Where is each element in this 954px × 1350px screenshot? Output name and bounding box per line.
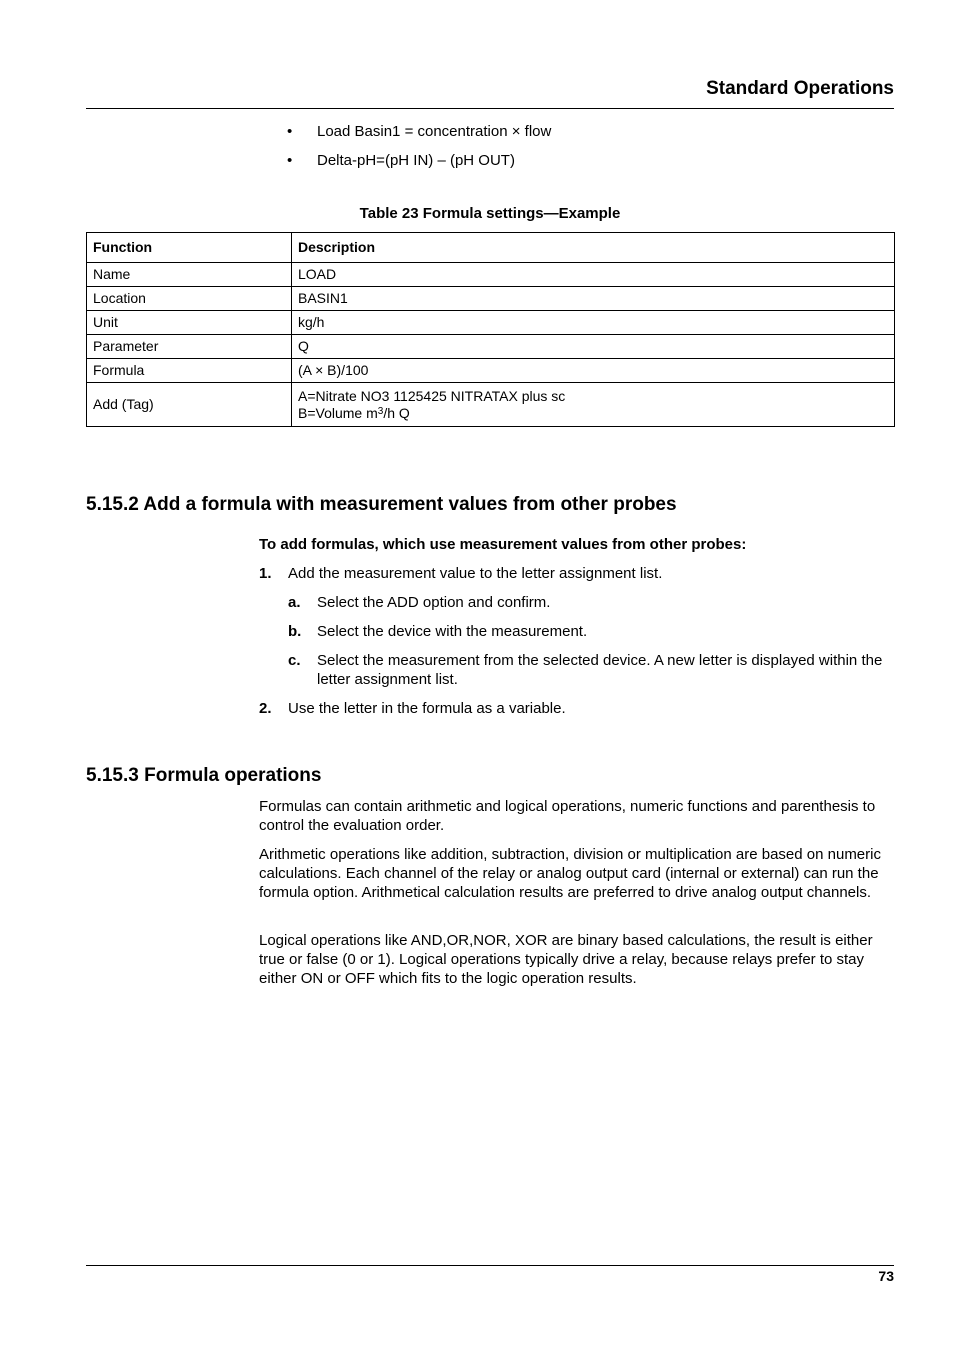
tag-line-b (298, 405, 888, 422)
bullet-item: Delta-pH=(pH IN) – (pH OUT) (317, 152, 515, 169)
step-number: 1. (259, 565, 272, 582)
table-caption: Table 23 Formula settings—Example (359, 205, 621, 222)
page-number: 73 (878, 1268, 894, 1284)
table-row (87, 287, 895, 311)
table-cell-description: (A × B)/100 (292, 359, 895, 383)
substep-text: Select the measurement from the selected device. A new letter is displayed within the letter assignment list. (317, 652, 883, 688)
table-cell-function: Location (87, 287, 292, 311)
table-cell-function: Name (87, 263, 292, 287)
substep-letter: c. (288, 652, 301, 669)
table-cell-function: Parameter (87, 335, 292, 359)
paragraph: Arithmetic operations like addition, subtraction, division or multiplication are based on numeric calculations. Each channel of the relay or analog output card (internal or external) can run the formula option. Arithmetical calculation results are preferred to drive analog output channels. (259, 846, 881, 901)
step-number: 2. (259, 700, 272, 717)
step-text: Use the letter in the formula as a variable. (288, 700, 566, 717)
substep-text: Select the ADD option and confirm. (317, 594, 551, 611)
table-cell-description: LOAD (292, 263, 895, 287)
substep-letter: b. (288, 623, 302, 640)
table-row (87, 335, 895, 359)
step-text: Add the measurement value to the letter assignment list. (288, 565, 663, 582)
superscript-3: 3 (377, 405, 384, 417)
table-header-row (87, 233, 895, 263)
footer-rule (86, 1265, 894, 1266)
section-heading-5-15-2: 5.15.2 Add a formula with measurement values from other probes (86, 494, 677, 515)
table-row (87, 311, 895, 335)
section-heading-5-15-3: 5.15.3 Formula operations (86, 765, 322, 786)
table-row (87, 359, 895, 383)
table-cell-function: Formula (87, 359, 292, 383)
paragraph: Logical operations like AND,OR,NOR, XOR are binary based calculations, the result is either true or false (0 or 1). Logical operations typically drive a relay, because relays prefer to stay either ON or OFF which fits to the logic operation results. (259, 932, 873, 987)
procedure-lead: To add formulas, which use measurement values from other probes: (259, 536, 747, 553)
column-header-description: Description (292, 233, 895, 263)
tag-line-a: A=Nitrate NO3 1125425 NITRATAX plus sc (298, 387, 566, 404)
table-cell-description (292, 383, 895, 427)
tag-line-b-suffix: /h Q (383, 404, 410, 421)
table-cell-description: kg/h (292, 311, 895, 335)
page-header-title: Standard Operations (706, 78, 894, 99)
bullet-symbol: • (287, 152, 293, 169)
paragraph: Formulas can contain arithmetic and logical operations, numeric functions and parenthesis to control the evaluation order. (259, 798, 876, 834)
table-cell-description: Q (292, 335, 895, 359)
substep-text: Select the device with the measurement. (317, 623, 588, 640)
bullet-item: Load Basin1 = concentration × flow (317, 123, 552, 140)
bullet-symbol: • (287, 123, 293, 140)
table-row (87, 383, 895, 427)
table-cell-function: Unit (87, 311, 292, 335)
table-cell-description: BASIN1 (292, 287, 895, 311)
table-row (87, 263, 895, 287)
column-header-function: Function (87, 233, 292, 263)
formula-settings-table (86, 232, 895, 427)
table-cell-function: Add (Tag) (87, 383, 292, 427)
header-rule (86, 108, 894, 109)
tag-line-b-prefix: B=Volume m (298, 404, 378, 421)
substep-letter: a. (288, 594, 301, 611)
